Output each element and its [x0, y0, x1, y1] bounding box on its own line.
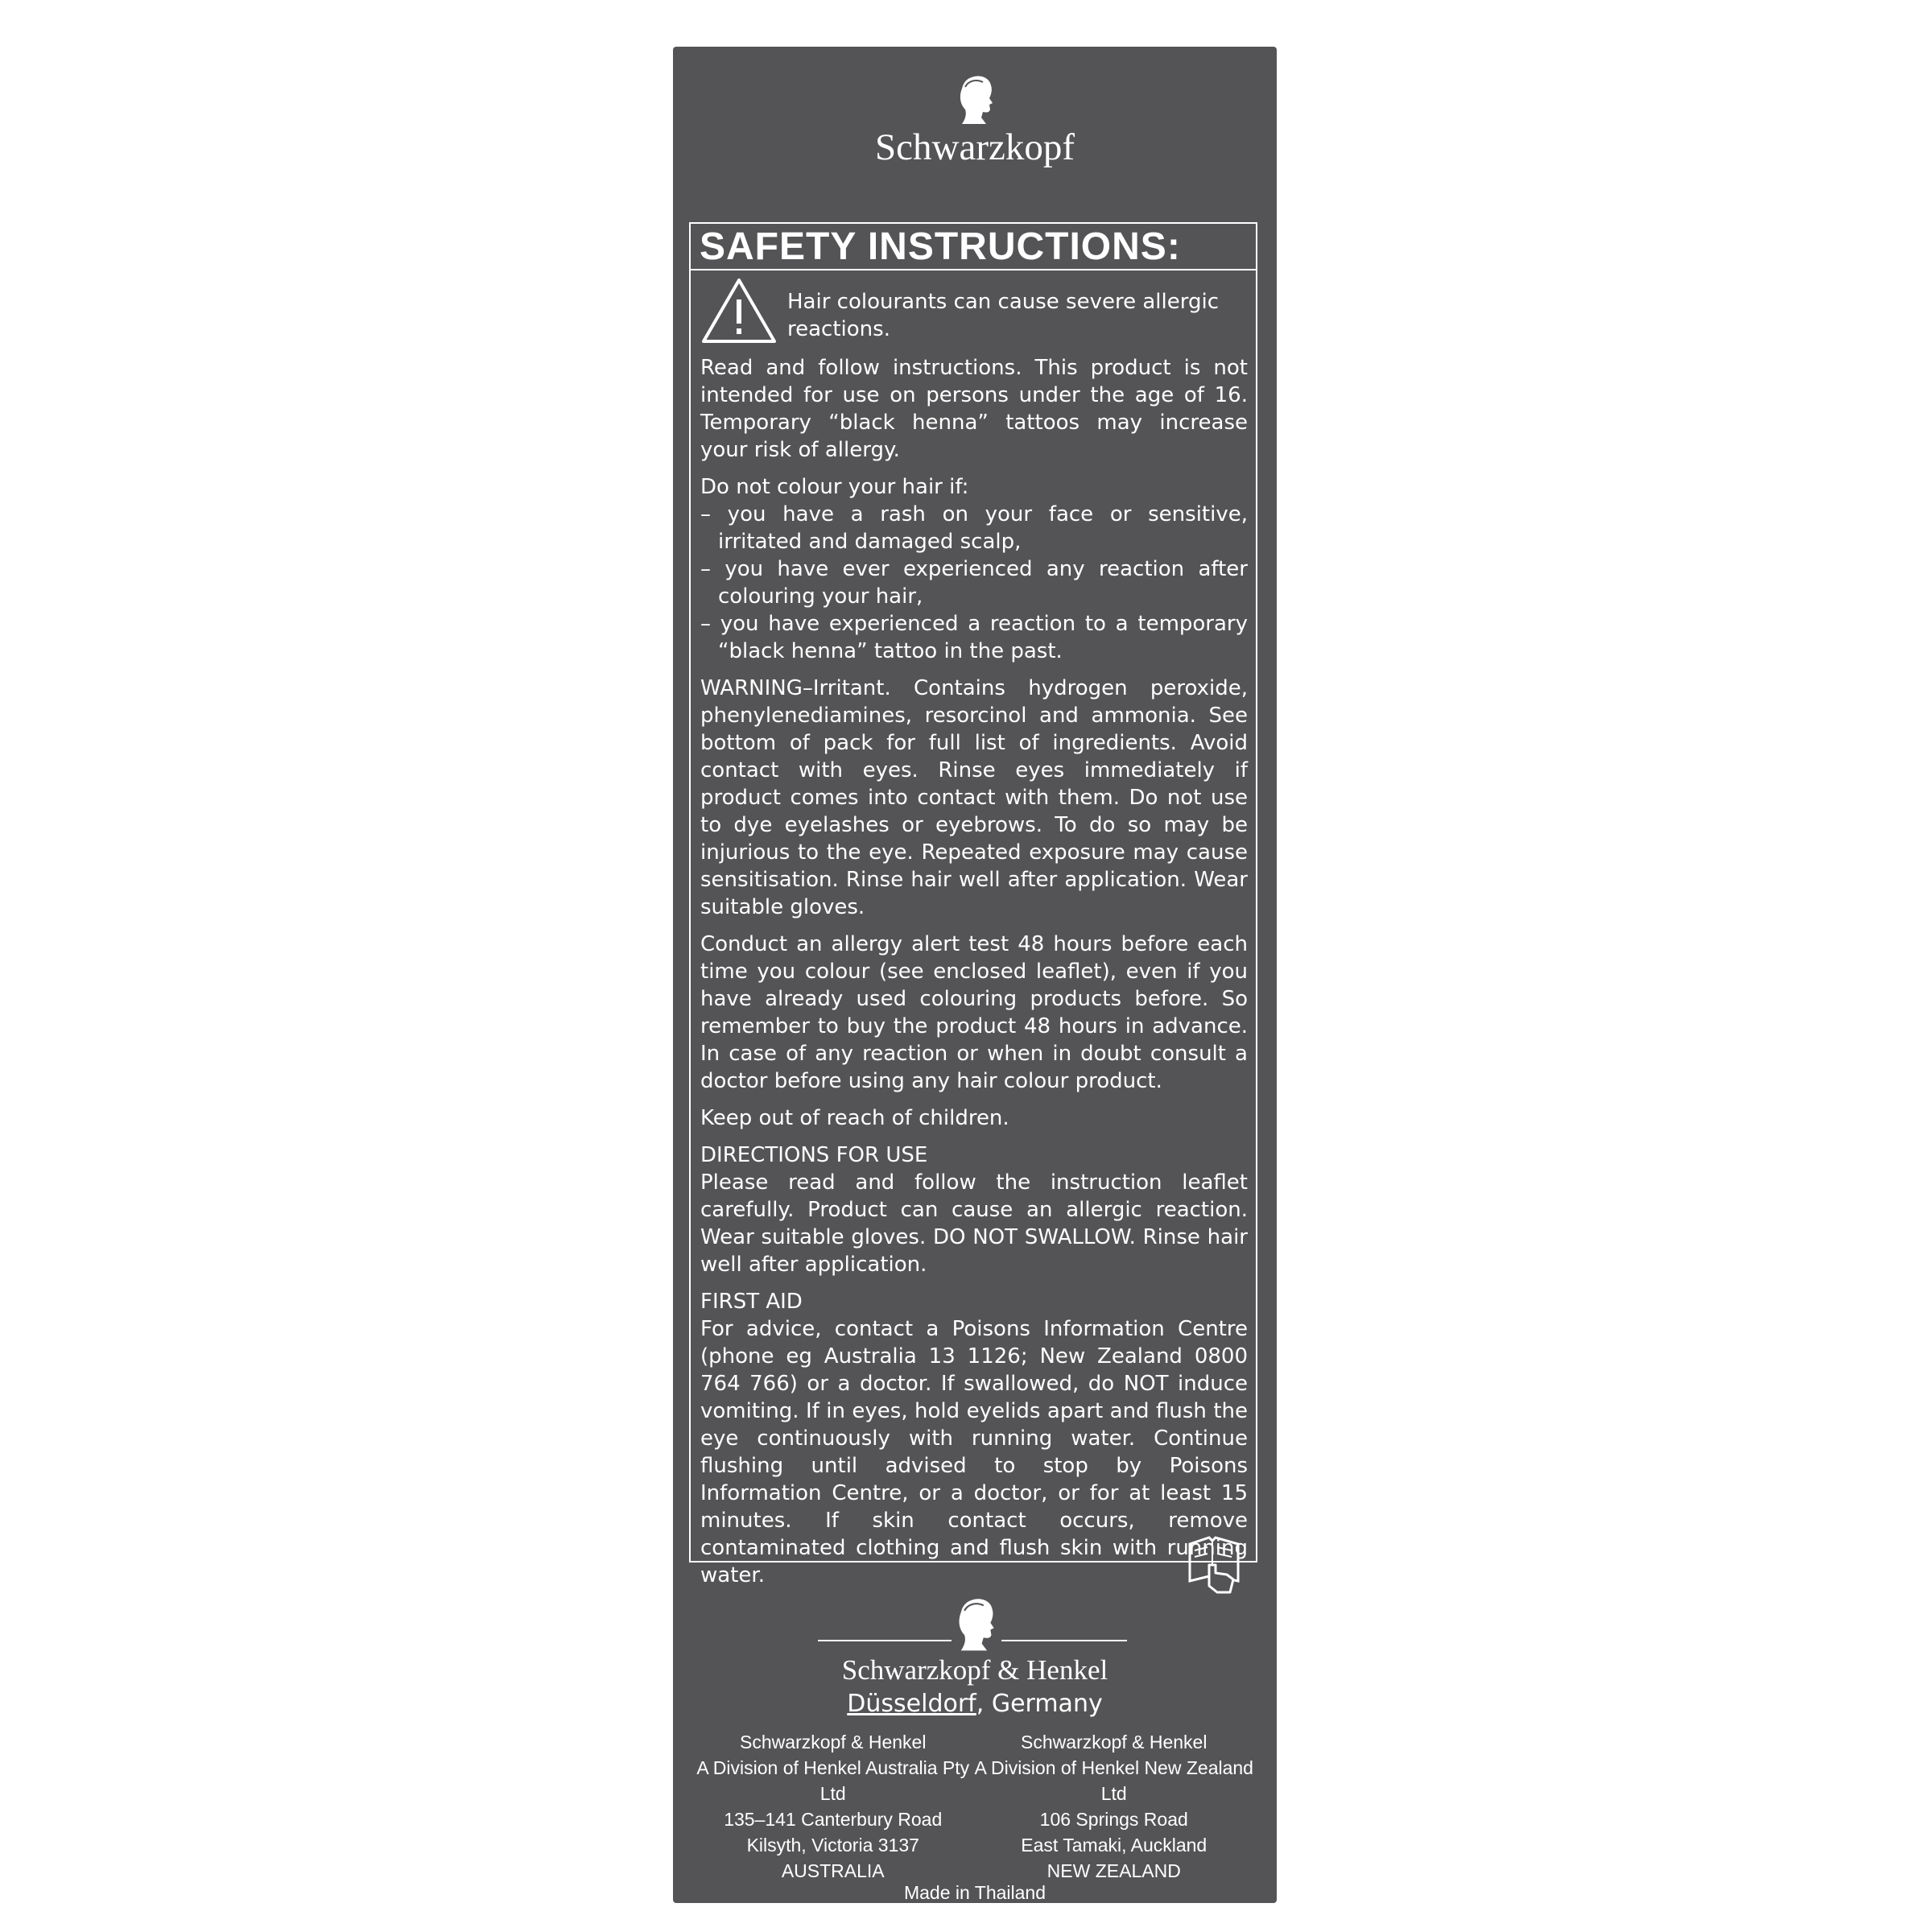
allergy-warning-text: Hair colourants can cause severe allergic reactions. — [787, 290, 1219, 341]
allergy-test-paragraph: Conduct an allergy alert test 48 hours before each time you colour (see enclosed leaflet), even if you have already used colouring products before. So remember to buy the product 48 hours in advance. In case of any reaction or when in doubt consult a doctor before using any hair colour product. — [700, 932, 1248, 1093]
warning-triangle-icon — [700, 277, 778, 345]
made-in-label: Made in Thailand — [903, 1882, 1046, 1903]
address-line: 106 Springs Road — [1039, 1809, 1188, 1830]
address-line: AUSTRALIA — [781, 1860, 885, 1881]
manufacturer-footer — [673, 1595, 1277, 1904]
divider — [1001, 1640, 1127, 1641]
company-name: Schwarzkopf & Henkel — [841, 1654, 1108, 1686]
silhouette-head-icon — [952, 1595, 997, 1653]
country-name: , Germany — [976, 1690, 1103, 1718]
address-line: A Division of Henkel Australia Pty Ltd — [696, 1757, 970, 1804]
address-line: East Tamaki, Auckland — [1021, 1835, 1208, 1856]
address-line: Schwarzkopf & Henkel — [740, 1732, 927, 1752]
list-item: – you have a rash on your face or sensitive, irritated and damaged scalp, — [700, 502, 1248, 554]
brand-name: Schwarzkopf — [875, 126, 1075, 168]
address-line: 135–141 Canterbury Road — [724, 1809, 943, 1830]
brand-logo — [673, 74, 1277, 169]
list-item: – you have ever experienced any reaction after colouring your hair, — [700, 557, 1248, 609]
address-line: NEW ZEALAND — [1046, 1860, 1181, 1881]
footer-logo-row — [673, 1595, 1277, 1654]
first-aid-text: For advice, contact a Poisons Information Centre (phone eg Australia 13 1126; New Zealand 0800 764 766) or a doctor. If swallowed, do NOT induce vomiting. If in eyes, hold eyelids apart and flush the eye continuously with running water. Continue flushing until advised to stop by Poisons Information Centre, or a doctor, or for at least 15 minutes. If skin contact occurs, remove contaminated clothing and flush skin with running water. — [700, 1317, 1248, 1587]
read-leaflet-icon — [1185, 1533, 1243, 1594]
divider — [818, 1640, 952, 1641]
directions-heading: DIRECTIONS FOR USE — [700, 1143, 928, 1167]
company-city — [673, 1690, 1277, 1718]
allergy-warning-row — [700, 277, 1248, 345]
silhouette-head-icon — [954, 74, 996, 124]
safety-body — [691, 270, 1256, 1589]
address-line: A Division of Henkel New Zealand Ltd — [974, 1757, 1253, 1804]
safety-title: SAFETY INSTRUCTIONS: — [691, 224, 1256, 270]
addresses — [694, 1729, 1256, 1884]
first-aid-section — [700, 1288, 1248, 1589]
address-australia — [694, 1729, 972, 1884]
safety-instructions-box — [689, 222, 1257, 1587]
irritant-paragraph: WARNING–Irritant. Contains hydrogen peroxide, phenylenediamines, resorcinol and ammonia. See bottom of pack for full list of ingredients. Avoid contact with eyes. Rinse eyes immediately if product comes into contact with them. Do not use to dye eyelashes or eyebrows. To do so may be injurious to the eye. Repeated exposure may cause sensitisation. Rinse hair well after application. Wear suitable gloves. — [700, 676, 1248, 919]
address-line: Schwarzkopf & Henkel — [1021, 1732, 1208, 1752]
list-item: – you have experienced a reaction to a temporary “black henna” tattoo in the past. — [700, 612, 1248, 663]
safety-label-panel — [673, 47, 1277, 1903]
first-aid-heading: FIRST AID — [700, 1290, 803, 1314]
children-warning: Keep out of reach of children. — [700, 1106, 1009, 1130]
do-not-section — [700, 473, 1248, 665]
address-new-zealand — [972, 1729, 1256, 1884]
address-line: Kilsyth, Victoria 3137 — [746, 1835, 919, 1856]
do-not-heading: Do not colour your hair if: — [700, 475, 969, 499]
intro-paragraph: Read and follow instructions. This product is not intended for use on persons under the age of 16. Temporary “black henna” tattoos may increase your risk of allergy. — [700, 356, 1248, 462]
city-name: Düsseldorf — [847, 1690, 976, 1718]
directions-text: Please read and follow the instruction leaflet carefully. Product can cause an allergic reaction. Wear suitable gloves. DO NOT SWALLOW. Rinse hair well after application. — [700, 1170, 1248, 1277]
directions-section — [700, 1141, 1248, 1278]
